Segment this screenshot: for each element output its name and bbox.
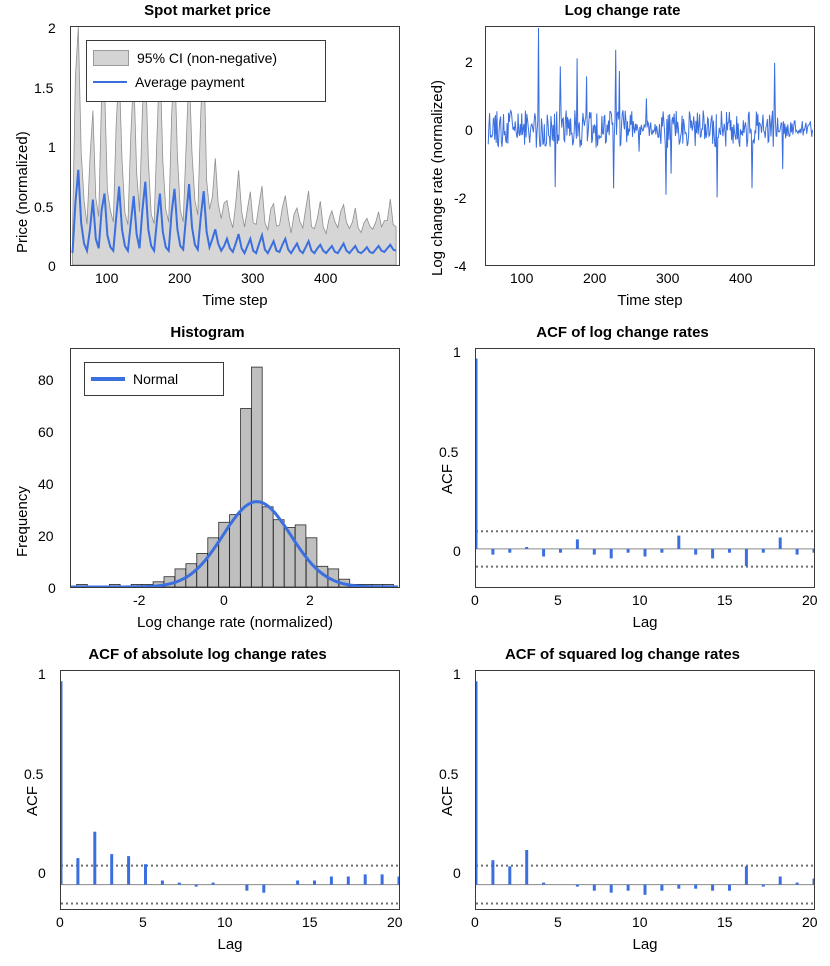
x-axis-label: Lag xyxy=(217,936,243,953)
y-tick: -2 xyxy=(454,190,467,206)
panel-spot-market-price xyxy=(0,0,415,322)
y-tick: 1.5 xyxy=(34,80,54,96)
y-tick: 1 xyxy=(48,139,56,155)
panel-title: Log change rate xyxy=(564,2,681,19)
plot-area xyxy=(60,670,400,910)
legend-item-ci xyxy=(87,46,325,70)
x-tick: 0 xyxy=(471,592,479,608)
x-tick: 20 xyxy=(387,914,403,930)
y-axis-label: Frequency xyxy=(14,486,31,557)
plot-area xyxy=(475,348,815,588)
x-tick: 0 xyxy=(471,914,479,930)
y-axis-label: ACF xyxy=(24,786,41,816)
y-tick: 80 xyxy=(38,372,54,388)
x-tick: 15 xyxy=(717,592,733,608)
panel-log-change-rate xyxy=(415,0,830,322)
x-tick: 100 xyxy=(510,270,534,286)
x-tick: 10 xyxy=(632,592,648,608)
plot-area xyxy=(485,26,815,266)
x-axis-label: Lag xyxy=(632,936,658,953)
x-tick: -2 xyxy=(133,592,146,608)
y-tick: 1 xyxy=(453,344,461,360)
panel-acf-absolute-log-change-rates xyxy=(0,644,415,966)
x-tick: 0 xyxy=(56,914,64,930)
x-tick: 300 xyxy=(656,270,680,286)
y-tick: -4 xyxy=(454,258,467,274)
plot-area xyxy=(475,670,815,910)
x-tick: 5 xyxy=(554,592,562,608)
acf-stems xyxy=(476,349,814,587)
x-tick: 100 xyxy=(95,270,119,286)
y-tick: 0 xyxy=(48,580,56,596)
x-tick: 200 xyxy=(168,270,192,286)
acf-stems xyxy=(476,671,814,909)
x-axis-label: Log change rate (normalized) xyxy=(137,614,333,631)
line-swatch-icon xyxy=(93,81,127,83)
y-tick: 0 xyxy=(48,258,56,274)
panel-title: ACF of squared log change rates xyxy=(504,646,741,663)
x-axis-label: Lag xyxy=(632,614,658,631)
y-axis-label: ACF xyxy=(439,786,456,816)
line-swatch-icon xyxy=(91,377,125,381)
x-tick: 2 xyxy=(306,592,314,608)
x-axis-label: Time step xyxy=(617,292,683,309)
acf-stems xyxy=(61,671,399,909)
legend xyxy=(86,40,326,102)
legend-item-normal xyxy=(85,367,223,391)
y-axis-label: Log change rate (normalized) xyxy=(429,80,446,276)
legend-label: 95% CI (non-negative) xyxy=(137,50,278,66)
panel-title: Histogram xyxy=(170,324,245,341)
x-tick: 20 xyxy=(802,592,818,608)
x-tick: 200 xyxy=(583,270,607,286)
y-tick: 60 xyxy=(38,424,54,440)
y-tick: 1 xyxy=(38,666,46,682)
x-tick: 10 xyxy=(632,914,648,930)
y-axis-label: ACF xyxy=(439,464,456,494)
x-tick: 5 xyxy=(139,914,147,930)
log-change-line xyxy=(486,27,814,265)
band-swatch-icon xyxy=(93,50,129,66)
x-tick: 300 xyxy=(241,270,265,286)
x-tick: 400 xyxy=(729,270,753,286)
y-tick: 0 xyxy=(38,865,46,881)
y-tick: 0 xyxy=(453,865,461,881)
y-tick: 0.5 xyxy=(34,199,54,215)
y-tick: 20 xyxy=(38,528,54,544)
x-tick: 0 xyxy=(220,592,228,608)
y-tick: 0.5 xyxy=(439,766,459,782)
panel-histogram xyxy=(0,322,415,644)
panel-acf-log-change-rates xyxy=(415,322,830,644)
x-tick: 15 xyxy=(302,914,318,930)
y-tick: 2 xyxy=(465,54,473,70)
legend-item-average xyxy=(87,70,325,94)
panel-title: ACF of log change rates xyxy=(536,324,709,341)
panel-acf-squared-log-change-rates xyxy=(415,644,830,966)
y-tick: 0.5 xyxy=(439,444,459,460)
y-tick: 0 xyxy=(453,543,461,559)
x-tick: 20 xyxy=(802,914,818,930)
x-tick: 15 xyxy=(717,914,733,930)
y-tick: 0.5 xyxy=(24,766,44,782)
y-axis-label: Price (normalized) xyxy=(14,131,31,253)
y-tick: 0 xyxy=(465,122,473,138)
y-tick: 1 xyxy=(453,666,461,682)
legend xyxy=(84,362,224,396)
panel-title: Spot market price xyxy=(144,2,271,19)
panel-title: ACF of absolute log change rates xyxy=(88,646,327,663)
y-tick: 40 xyxy=(38,476,54,492)
x-tick: 400 xyxy=(314,270,338,286)
legend-label: Normal xyxy=(133,371,179,387)
x-axis-label: Time step xyxy=(202,292,268,309)
x-tick: 5 xyxy=(554,914,562,930)
y-tick: 2 xyxy=(48,20,56,36)
x-tick: 10 xyxy=(217,914,233,930)
legend-label: Average payment xyxy=(135,74,245,90)
